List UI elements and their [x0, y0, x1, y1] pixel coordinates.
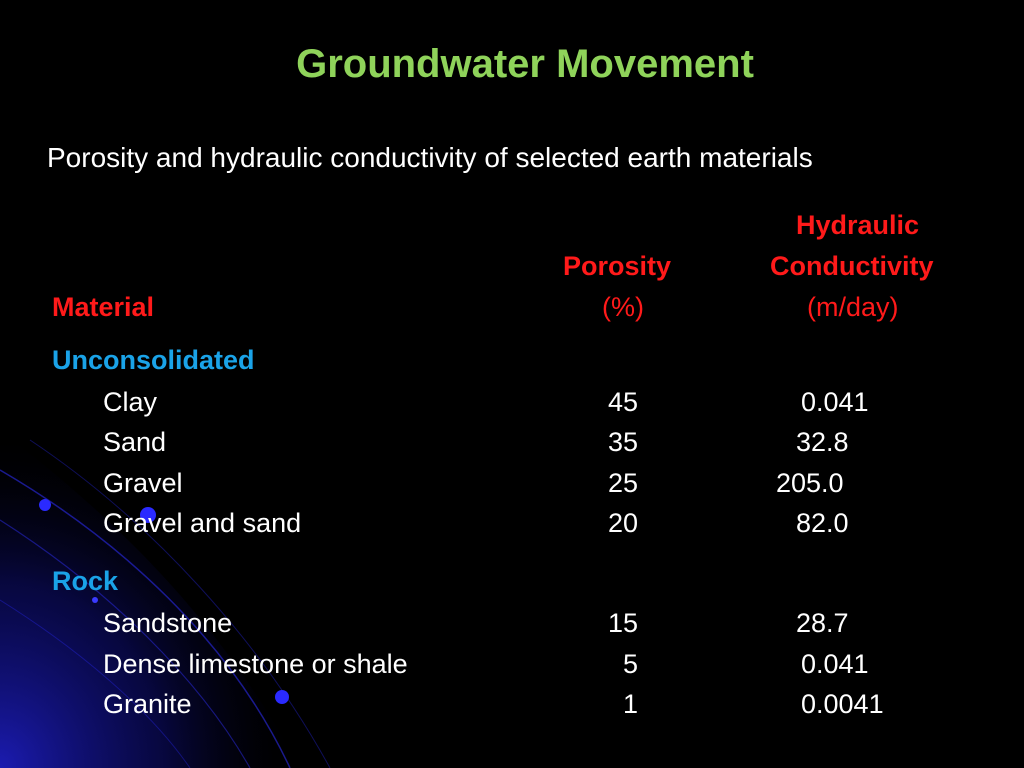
material-cell: Clay [103, 387, 158, 417]
group-heading-unconsolidated: Unconsolidated [52, 345, 255, 375]
table-row [0, 649, 1024, 689]
porosity-cell: 5 [622, 649, 638, 679]
conductivity-cell: 205.0 [776, 468, 844, 498]
decorative-dot [92, 597, 98, 603]
conductivity-cell: 28.7 [796, 608, 849, 638]
material-cell: Sand [103, 427, 167, 457]
header-conductivity-line2: Conductivity [770, 251, 934, 281]
table-row [0, 689, 1024, 729]
slide-subtitle: Porosity and hydraulic conductivity of selected earth materials [47, 142, 813, 173]
table-row [0, 427, 1024, 467]
porosity-cell: 35 [607, 427, 638, 457]
conductivity-cell: 0.041 [786, 387, 869, 417]
porosity-cell: 25 [607, 468, 638, 498]
porosity-cell: 1 [622, 689, 638, 719]
material-cell: Gravel and sand [103, 508, 302, 538]
table-row [0, 508, 1024, 548]
material-cell: Sandstone [103, 608, 233, 638]
header-conductivity-line1: Hydraulic [796, 210, 920, 240]
conductivity-cell: 0.0041 [786, 689, 884, 719]
table-row [0, 387, 1024, 427]
material-cell: Gravel [103, 468, 183, 498]
slide-title: Groundwater Movement [296, 42, 754, 86]
header-porosity-unit: (%) [602, 292, 644, 322]
group-heading-rock: Rock [52, 566, 119, 596]
porosity-cell: 20 [607, 508, 638, 538]
porosity-cell: 45 [607, 387, 638, 417]
porosity-cell: 15 [607, 608, 638, 638]
material-cell: Dense limestone or shale [103, 649, 408, 679]
conductivity-cell: 0.041 [786, 649, 869, 679]
header-conductivity-unit: (m/day) [807, 292, 899, 322]
header-porosity: Porosity [563, 251, 672, 281]
conductivity-cell: 82.0 [796, 508, 849, 538]
table-row [0, 468, 1024, 508]
table-row [0, 608, 1024, 648]
header-material: Material [52, 292, 155, 322]
material-cell: Granite [103, 689, 192, 719]
conductivity-cell: 32.8 [796, 427, 849, 457]
